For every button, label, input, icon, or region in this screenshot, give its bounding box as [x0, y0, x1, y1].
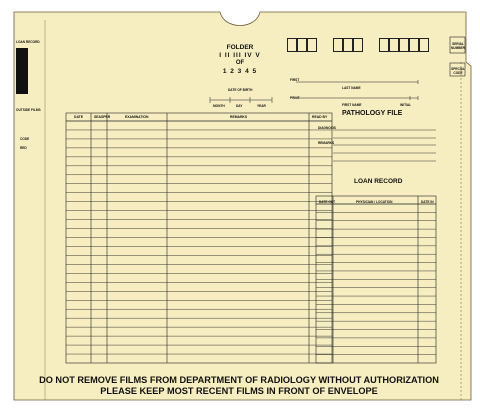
- folder-digits: 1 2 3 4 5: [222, 68, 258, 75]
- footer-warning: DO NOT REMOVE FILMS FROM DEPARTMENT OF RADIOLOGY WITHOUT AUTHORIZATION: [39, 375, 439, 385]
- serial-digit-box[interactable]: [419, 38, 429, 52]
- dob-label: DATE OF BIRTH: [228, 88, 253, 92]
- col-read-by: READ BY: [312, 115, 328, 119]
- last-name-label: LAST NAME: [342, 86, 361, 90]
- red-label: RED: [20, 146, 27, 150]
- pathology-title: PATHOLOGY FILE: [342, 110, 403, 117]
- loan-tab: [16, 48, 28, 94]
- serial-digit-box[interactable]: [389, 38, 399, 52]
- loan-col-date-in: DATE IN: [421, 200, 434, 204]
- col-remarks: REMARKS: [230, 115, 248, 119]
- col-seasper: SEASPER: [94, 115, 111, 119]
- serial-number-label: SERIAL NUMBER: [451, 42, 465, 50]
- serial-digit-box[interactable]: [343, 38, 353, 52]
- folder-title: FOLDER: [226, 44, 254, 51]
- first-label: FIRST: [290, 78, 300, 82]
- special-code-label: SPECIAL CODE: [451, 67, 465, 75]
- serial-digit-box[interactable]: [409, 38, 419, 52]
- loan-col-physician: PHYSICIAN / LOCATION: [356, 200, 393, 204]
- serial-digit-box[interactable]: [399, 38, 409, 52]
- serial-digit-box[interactable]: [353, 38, 363, 52]
- loan-record-title: LOAN RECORD: [354, 178, 403, 185]
- initial-label: INITIAL: [400, 103, 412, 107]
- month-label: MONTH: [213, 104, 225, 108]
- first-name-label: FIRST NAME: [342, 103, 362, 107]
- code-label: CODE: [20, 137, 30, 141]
- remarks-label: REMARKS: [318, 141, 335, 145]
- serial-digit-box[interactable]: [297, 38, 307, 52]
- print-label: PRINT: [290, 96, 300, 100]
- col-date: DATE: [74, 115, 83, 119]
- serial-digit-box[interactable]: [379, 38, 389, 52]
- loan-col-date-out: DATE OUT: [319, 200, 336, 204]
- serial-digit-box[interactable]: [287, 38, 297, 52]
- folder-roman-numbers: I II III IV V: [219, 52, 261, 59]
- serial-digit-box[interactable]: [333, 38, 343, 52]
- folder-of: OF: [235, 60, 245, 66]
- outside-films-label: OUTSIDE FILMS: [16, 108, 41, 112]
- loan-record-label: LOAN RECORD: [16, 40, 40, 44]
- serial-digit-box[interactable]: [307, 38, 317, 52]
- diagnosis-label: DIAGNOSIS: [318, 126, 336, 130]
- col-examination: EXAMINATION: [125, 115, 149, 119]
- day-label: DAY: [236, 104, 243, 108]
- footer-instruction: PLEASE KEEP MOST RECENT FILMS IN FRONT OF ENVELOPE: [100, 386, 378, 396]
- year-label: YEAR: [257, 104, 266, 108]
